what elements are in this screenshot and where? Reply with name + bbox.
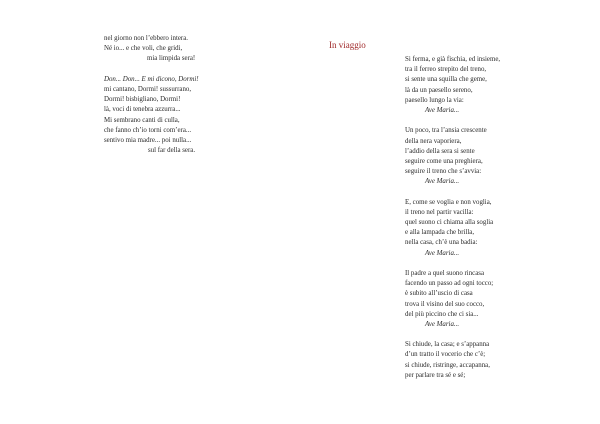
stanza-gap [405, 116, 500, 126]
stanza-gap [405, 187, 500, 197]
poem-line: là da un paesello sereno, [405, 86, 473, 94]
poem-line: trova il visino del suo cocco, [405, 300, 485, 308]
poem-line: tra il ferreo strepito del treno, [405, 66, 487, 74]
poem-line: della nera vaporiera, [405, 137, 462, 145]
right-poem [405, 55, 500, 381]
poem-line: seguire il treno che s’avvia: [405, 168, 482, 176]
poem-line: Mi sembrano canti di culla, [104, 116, 180, 124]
poem-line: sentivo mia madre... poi nulla... [104, 136, 192, 144]
refrain-line: Ave Maria... [425, 249, 460, 257]
poem-line: sul far della sera. [148, 147, 196, 155]
poem-line: facendo un passo ad ogni tocco; [405, 280, 494, 288]
poem-line: per parlare tra sé e sé; [405, 371, 466, 379]
poem-line: Né io... e che voli, che gridi, [104, 45, 183, 53]
poem-line: paesello lungo la via: [405, 96, 464, 104]
poem-line: è subito all’uscio di casa [405, 290, 473, 298]
poem-line: là, voci di tenebra azzurra... [104, 106, 181, 114]
poem-line: Il padre a quel suono rincasa [405, 269, 485, 277]
poem-line: d’un tratto il vocerio che c’è; [405, 351, 486, 359]
poem-line: che fanno ch’io torni com’era... [104, 126, 192, 134]
poem-line: mia limpida sera! [147, 55, 196, 63]
poem-line: del più piccino che ci sia... [405, 310, 479, 318]
refrain-line: Ave Maria... [425, 178, 460, 186]
poem-title: In viaggio [329, 40, 366, 50]
poem-line: e alla lampada che brilla, [405, 229, 475, 237]
right-page [300, 0, 600, 424]
refrain-line: Ave Maria... [425, 320, 460, 328]
poem-line: nel giorno non l’ebbero intera. [104, 35, 188, 42]
poem-line-text: Don... Don... E mi dicono, Dormi! [104, 75, 199, 83]
poem-line: il treno nel partir vacilla: [405, 208, 474, 216]
poem-line: quel suono ci chiama alla soglia [405, 219, 494, 226]
poem-line: nella casa, ch’è una badia: [405, 239, 478, 247]
poem-line: E, come se voglia e non voglia, [405, 198, 492, 206]
poem-line: si chiude, ristringe, accapanna, [405, 361, 490, 369]
poem-line: seguire come una preghiera, [405, 157, 483, 165]
poem-line: mi cantano, Dormi! sussurrano, [104, 85, 192, 93]
poem-line [104, 75, 199, 85]
refrain-line: Ave Maria... [425, 106, 460, 114]
left-poem [104, 34, 199, 156]
poem-line: Si chiude, la casa; e s’appanna [405, 341, 490, 349]
poem-line: si sente una squilla che geme, [405, 76, 487, 84]
stanza-gap [104, 65, 199, 75]
poem-line: l’addio della sera si sente [405, 147, 475, 155]
stanza-gap [405, 259, 500, 269]
stanza-gap [405, 330, 500, 340]
poem-line: Dormi! bisbigliano, Dormi! [104, 96, 181, 104]
poem-line: Un poco, tra l’ansia crescente [405, 127, 487, 135]
poem-line: Si ferma, e già fischia, ed insieme, [405, 56, 501, 63]
